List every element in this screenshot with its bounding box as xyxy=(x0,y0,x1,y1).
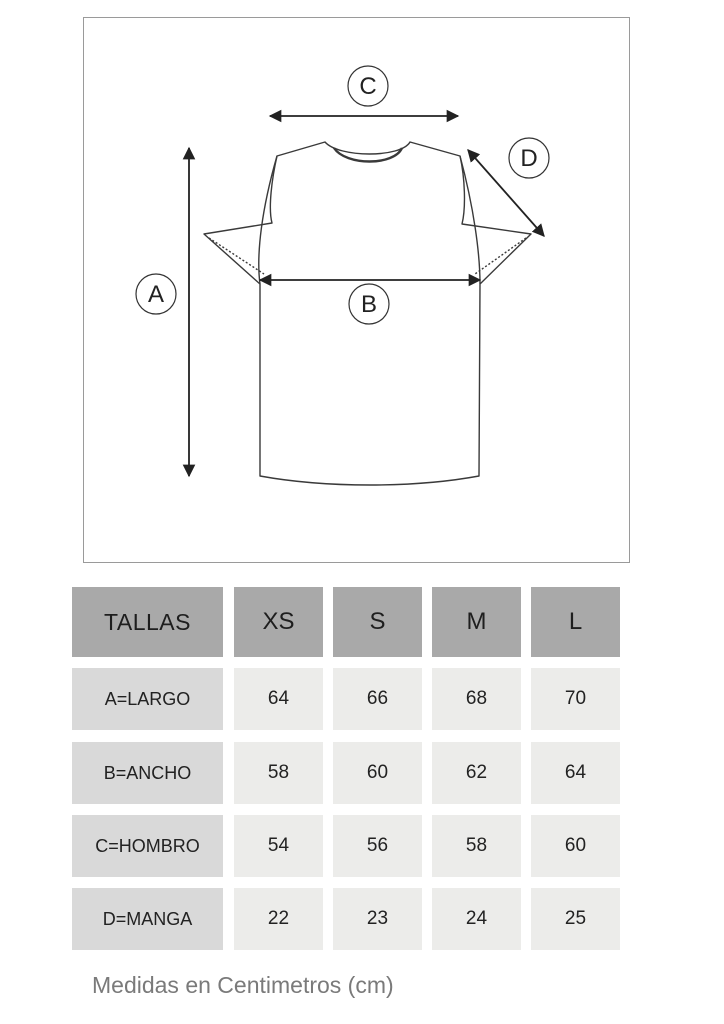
table-cell: 60 xyxy=(531,815,620,877)
table-cell: 60 xyxy=(333,742,422,804)
label-b xyxy=(349,284,389,324)
row-label-ancho: B=ANCHO xyxy=(72,742,223,804)
svg-text:B: B xyxy=(360,291,378,318)
header-xs: XS xyxy=(234,587,323,657)
label-a xyxy=(136,274,176,314)
table-cell: 24 xyxy=(432,888,521,950)
svg-text:C: C xyxy=(359,73,377,100)
svg-text:A: A xyxy=(147,281,165,308)
table-cell: 22 xyxy=(234,888,323,950)
label-d xyxy=(509,138,549,178)
header-tallas: TALLAS xyxy=(72,587,223,657)
table-cell: 23 xyxy=(333,888,422,950)
row-label-hombro: C=HOMBRO xyxy=(72,815,223,877)
tshirt-drawing xyxy=(84,18,631,564)
row-label-largo: A=LARGO xyxy=(72,668,223,730)
tshirt-diagram xyxy=(83,17,630,563)
table-cell: 58 xyxy=(432,815,521,877)
header-s: S xyxy=(333,587,422,657)
table-cell: 64 xyxy=(234,668,323,730)
table-cell: 56 xyxy=(333,815,422,877)
table-cell: 70 xyxy=(531,668,620,730)
header-m: M xyxy=(432,587,521,657)
table-cell: 54 xyxy=(234,815,323,877)
table-cell: 58 xyxy=(234,742,323,804)
label-c xyxy=(348,66,388,106)
dimension-labels xyxy=(136,66,549,324)
table-cell: 66 xyxy=(333,668,422,730)
row-label-manga: D=MANGA xyxy=(72,888,223,950)
table-cell: 25 xyxy=(531,888,620,950)
table-cell: 68 xyxy=(432,668,521,730)
table-cell: 62 xyxy=(432,742,521,804)
header-l: L xyxy=(531,587,620,657)
svg-text:D: D xyxy=(520,145,538,172)
units-footnote: Medidas en Centimetros (cm) xyxy=(92,972,394,998)
table-cell: 64 xyxy=(531,742,620,804)
